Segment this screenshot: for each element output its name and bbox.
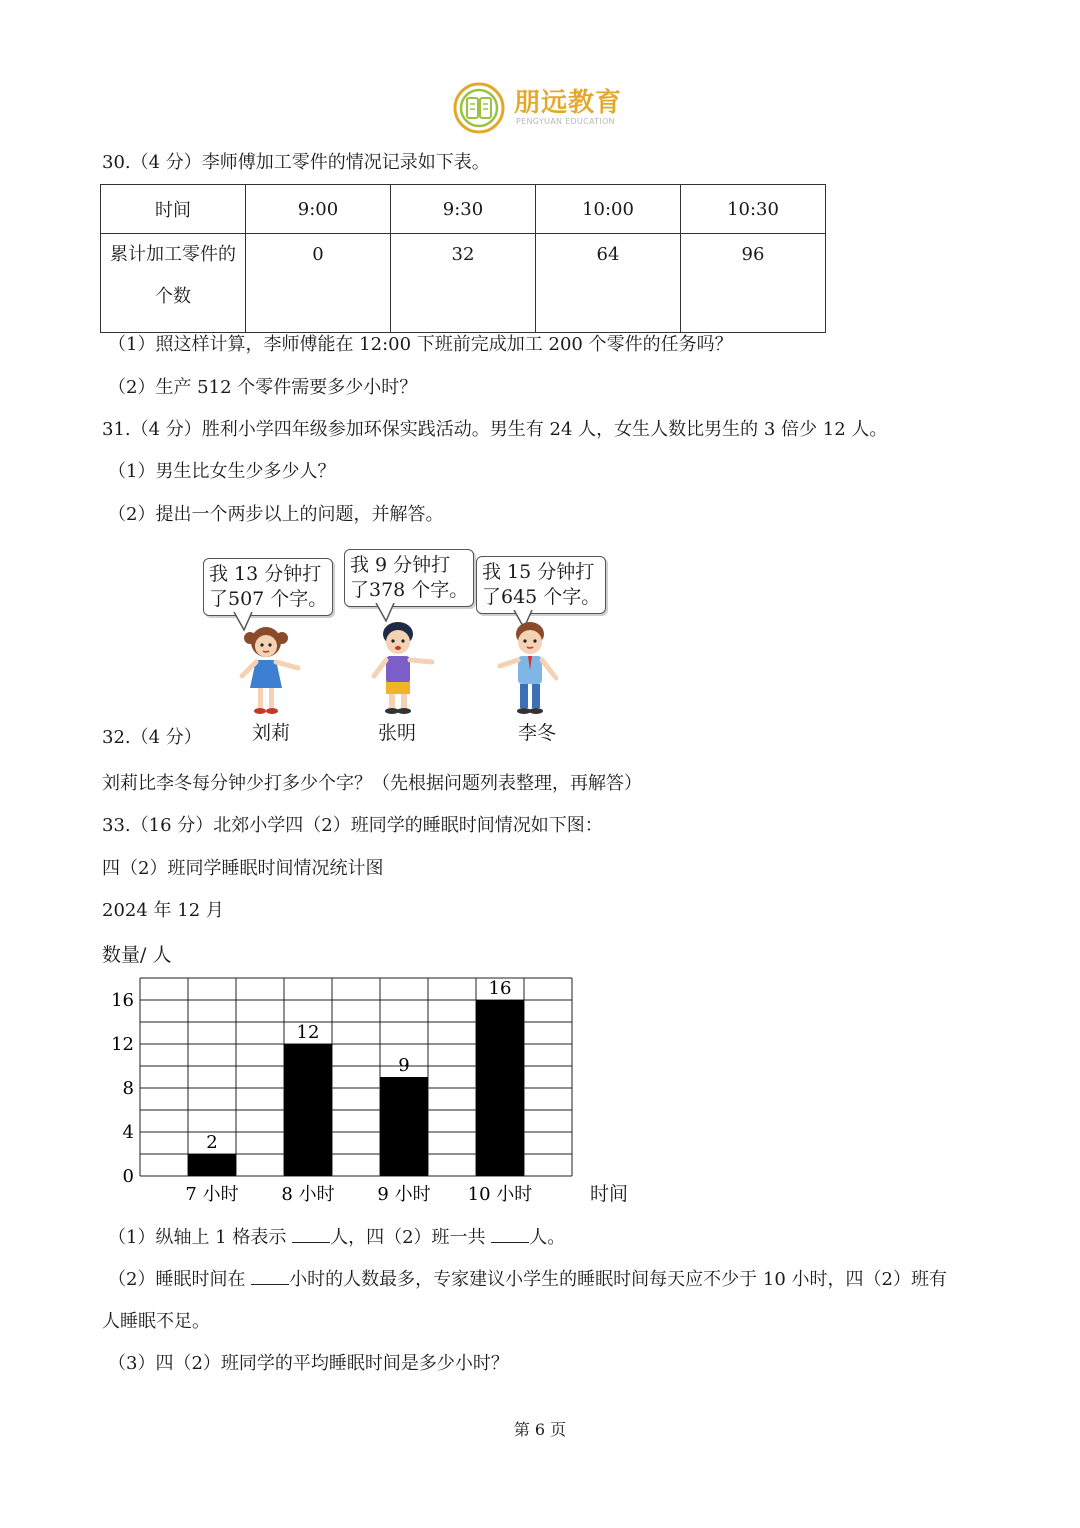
q33-stem: 33.（16 分）北郊小学四（2）班同学的睡眠时间情况如下图： [102, 815, 603, 836]
kid-name-liuli: 刘莉 [252, 722, 291, 744]
x-tick-label: 10 小时 [467, 1184, 533, 1205]
table-cell: 10:30 [681, 185, 826, 234]
table-cell: 9:30 [391, 185, 536, 234]
table-cell: 96 [681, 234, 826, 333]
brand-logo [452, 80, 642, 136]
bar [284, 1044, 332, 1176]
chart-date: 2024 年 12 月 [102, 900, 224, 921]
chart-ylabel: 数量/ 人 [102, 944, 172, 966]
table-header-cell: 时间 [101, 185, 246, 234]
chart-title: 四（2）班同学睡眠时间情况统计图 [102, 858, 384, 879]
x-tick-label: 9 小时 [377, 1184, 431, 1205]
bar [380, 1077, 428, 1176]
kid-name-zhangming: 张明 [378, 722, 417, 744]
bar-chart [100, 960, 660, 1210]
y-tick-label: 12 [111, 1034, 134, 1055]
speech-bubble-lidong: 我 15 分钟打 了645 个字。 [476, 556, 606, 614]
q33-sub3: （3）四（2）班同学的平均睡眠时间是多少小时？ [108, 1353, 509, 1374]
bar [476, 1000, 524, 1176]
boy-figure-icon [366, 618, 438, 718]
chart-xlabel: 时间 [590, 1183, 629, 1205]
table-cell: 9:00 [246, 185, 391, 234]
q33-sub1 [108, 1224, 565, 1251]
q33-sub1-part-a: （1）纵轴上 1 格表示 [108, 1227, 293, 1248]
logo-text-cn: 朋远教育 [514, 88, 623, 118]
q30-table [100, 184, 826, 333]
bar-value-label: 2 [206, 1132, 218, 1153]
book-logo-icon [452, 80, 508, 136]
table-cell: 10:00 [536, 185, 681, 234]
q32-question: 刘莉比李冬每分钟少打多少个字？（先根据问题列表整理，再解答） [102, 773, 642, 794]
q33-sub2-cont: 人睡眠不足。 [102, 1311, 210, 1332]
q32-number: 32.（4 分） [102, 727, 202, 748]
speech-bubble-liuli: 我 13 分钟打 了507 个字。 [203, 558, 333, 616]
q31-sub2: （2）提出一个两步以上的问题，并解答。 [108, 504, 444, 525]
q33-sub2-part-b: 小时的人数最多，专家建议小学生的睡眠时间每天应不少于 10 小时，四（2）班有 [289, 1269, 947, 1290]
bar-value-label: 16 [488, 978, 512, 999]
speech-bubble-zhangming: 我 9 分钟打 了378 个字。 [344, 549, 474, 607]
table-row [101, 185, 826, 234]
q30-sub1: （1）照这样计算，李师傅能在 12:00 下班前完成加工 200 个零件的任务吗？ [108, 334, 733, 355]
bar-value-label: 9 [398, 1055, 410, 1076]
q30-stem: 30.（4 分）李师傅加工零件的情况记录如下表。 [102, 152, 490, 173]
kid-name-lidong: 李冬 [518, 722, 557, 744]
table-header-cell [101, 234, 246, 333]
row-label-line1: 累计加工零件的 [110, 244, 236, 265]
q33-sub1-part-b: 人，四（2）班一共 [330, 1227, 492, 1248]
answer-blank[interactable] [491, 1224, 529, 1243]
x-tick-label: 8 小时 [281, 1184, 335, 1205]
table-cell: 0 [246, 234, 391, 333]
bar [188, 1154, 236, 1176]
y-tick-label: 8 [122, 1078, 134, 1099]
q33-sub2-part-a: （2）睡眠时间在 [108, 1269, 252, 1290]
q33-sub1-part-c: 人。 [529, 1227, 566, 1248]
table-cell: 32 [391, 234, 536, 333]
q31-sub1: （1）男生比女生少多少人？ [108, 461, 336, 482]
q31-stem: 31.（4 分）胜利小学四年级参加环保实践活动。男生有 24 人，女生人数比男生的 3 倍少 12 人。 [102, 419, 888, 440]
q30-sub2: （2）生产 512 个零件需要多少小时？ [108, 377, 418, 398]
bar-value-label: 12 [296, 1022, 320, 1043]
row-label-line2: 个数 [155, 286, 191, 307]
y-tick-label: 4 [122, 1122, 134, 1143]
x-tick-label: 7 小时 [185, 1184, 239, 1205]
boy-figure-icon [494, 618, 566, 718]
y-tick-label: 16 [111, 990, 134, 1011]
page-number: 第 6 页 [513, 1420, 567, 1439]
table-cell: 64 [536, 234, 681, 333]
logo-text-en: PENGYUAN EDUCATION [516, 117, 615, 126]
answer-blank[interactable] [251, 1266, 289, 1285]
table-row [101, 234, 826, 333]
q33-sub2 [108, 1266, 947, 1293]
answer-blank[interactable] [292, 1224, 330, 1243]
y-tick-label: 0 [122, 1166, 134, 1187]
girl-figure-icon [236, 624, 308, 718]
